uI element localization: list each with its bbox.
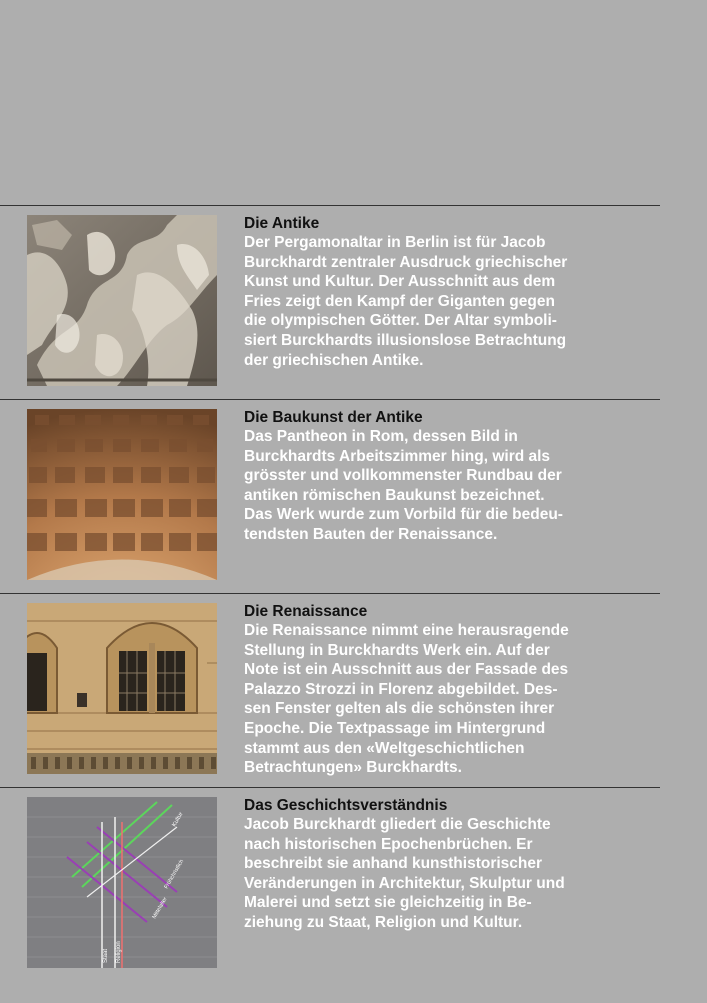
section-divider (0, 787, 660, 788)
section-heading: Die Antike (244, 215, 320, 232)
diagram-label-religion: Religion (116, 941, 122, 963)
pergamon-frieze-image (27, 215, 217, 386)
pantheon-coffers-illustration (27, 409, 217, 580)
diagram-label-kultur: Kultur (171, 811, 185, 828)
body-line: ziehung zu Staat, Religion und Kultur. (244, 913, 523, 931)
body-line: sen Fenster gelten als die schönsten ihrer (244, 700, 555, 718)
section-text (244, 796, 664, 933)
body-line: Veränderungen in Architektur, Skulptur und (244, 874, 565, 892)
body-line: Der Pergamonaltar in Berlin ist für Jacob (244, 234, 546, 251)
pergamon-frieze-illustration (27, 215, 217, 386)
body-line: Die Renaissance nimmt eine herausragende (244, 622, 569, 639)
body-line: die olympischen Götter. Der Altar symboli- (244, 312, 557, 330)
section-heading: Das Geschichtsverständnis (244, 797, 448, 814)
body-line: siert Burckhardts illusionslose Betrachtung (244, 331, 567, 349)
section-heading: Die Renaissance (244, 603, 368, 620)
body-line: Stellung in Burckhardts Werk ein. Auf der (244, 641, 550, 659)
body-line: Burckhardt zentraler Ausdruck griechischer (244, 253, 568, 271)
body-line: grösster und vollkommenster Rundbau der (244, 467, 562, 485)
body-line: Betrachtungen» Burckhardts. (244, 759, 462, 777)
body-line: antiken römischen Baukunst bezeichnet. (244, 486, 545, 504)
body-line: Kunst und Kultur. Der Ausschnitt aus dem (244, 273, 556, 291)
diagram-label-fruehchristlich: Frühchristlich (163, 858, 186, 890)
palazzo-strozzi-image (27, 603, 217, 774)
body-line: der griechischen Antike. (244, 351, 424, 369)
section-text (244, 602, 664, 778)
body-line: stammt aus den «Weltgeschichtlichen (244, 739, 525, 757)
body-line: Malerei und setzt sie gleichzeitig in Be- (244, 894, 532, 912)
epoch-lines-diagram (27, 797, 217, 968)
diagram-label-staat: Staat (103, 948, 109, 963)
body-line: Das Pantheon in Rom, dessen Bild in (244, 428, 518, 445)
body-line: Fries zeigt den Kampf der Giganten gegen (244, 292, 555, 310)
palazzo-facade-illustration (27, 603, 217, 774)
section-text (244, 408, 664, 545)
section-divider (0, 205, 660, 206)
section-divider (0, 399, 660, 400)
pantheon-dome-image (27, 409, 217, 580)
body-line: Note ist ein Ausschnitt aus der Fassade des (244, 661, 569, 679)
body-line: Palazzo Strozzi in Florenz abgebildet. Des- (244, 680, 558, 698)
body-line: Jacob Burckhardt gliedert die Geschichte (244, 816, 551, 833)
body-line: Das Werk wurde zum Vorbild für die bedeu- (244, 506, 563, 524)
history-diagram-image (27, 797, 217, 968)
section-divider (0, 593, 660, 594)
body-line: tendsten Bauten der Renaissance. (244, 525, 498, 543)
section-text (244, 214, 664, 370)
body-line: Epoche. Die Textpassage im Hintergrund (244, 719, 546, 737)
section-heading: Die Baukunst der Antike (244, 409, 423, 426)
body-line: Burckhardts Arbeitszimmer hing, wird als (244, 447, 551, 465)
body-line: nach historischen Epochenbrüchen. Er (244, 835, 533, 853)
diagram-label-mittelalter: Mittelalter (151, 896, 169, 920)
body-line: beschreibt sie anhand kunsthistorischer (244, 855, 543, 873)
